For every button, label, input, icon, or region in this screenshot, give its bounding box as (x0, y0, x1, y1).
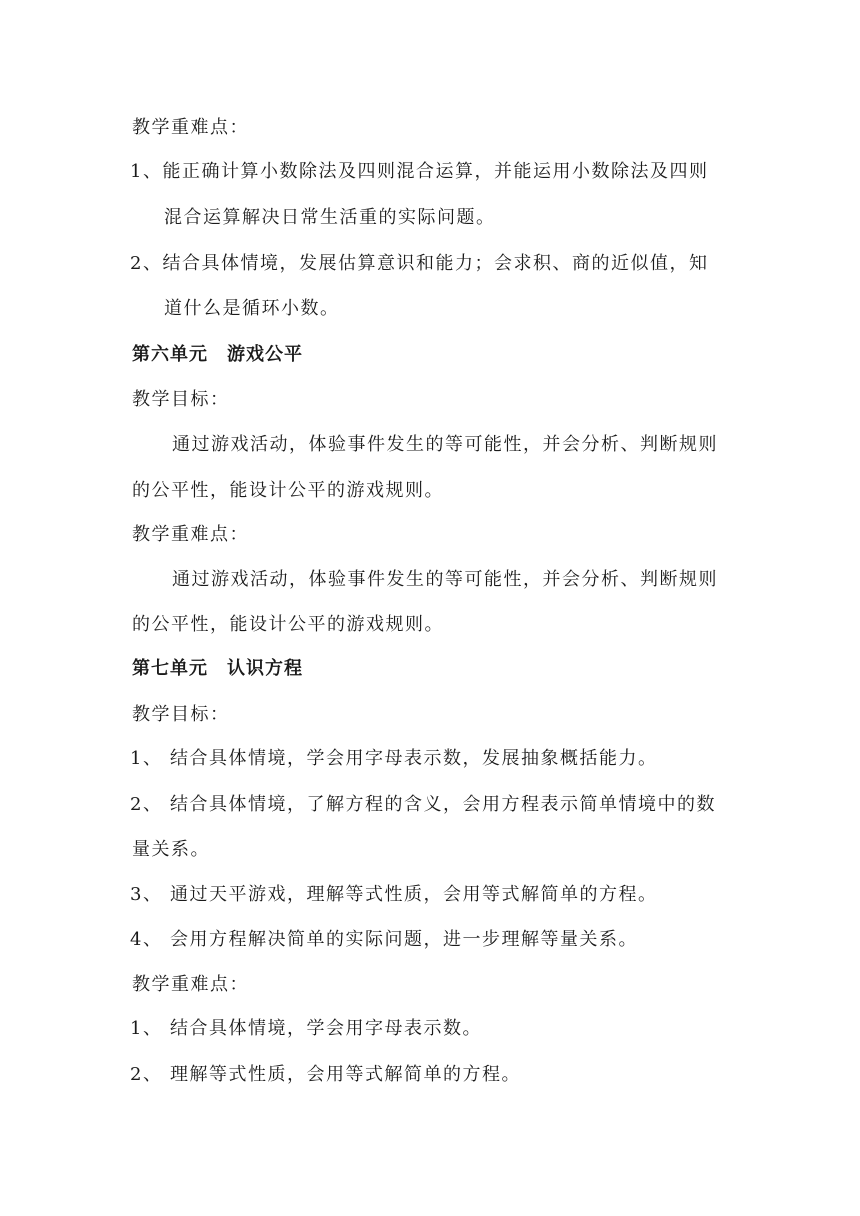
unit6-heading: 第六单元 游戏公平 (132, 344, 303, 365)
unit7-goal-2-cont: 量关系。 (132, 839, 210, 860)
focus-item-1 (130, 159, 732, 185)
focus-item-2 (130, 251, 732, 277)
focus-item-1-cont: 混合运算解决日常生活重的实际问题。 (164, 207, 496, 228)
item-text: 结合具体情境，了解方程的含义，会用方程表示简单情境中的数 (170, 794, 716, 815)
unit6-goals-text-cont: 的公平性，能设计公平的游戏规则。 (132, 480, 444, 501)
item-text: 结合具体情境，学会用字母表示数，发展抽象概括能力。 (170, 748, 658, 769)
unit6-focus-text: 通过游戏活动，体验事件发生的等可能性，并会分析、判断规则 (172, 569, 718, 590)
item-number: 1、 (130, 748, 163, 769)
unit7-heading: 第七单元 认识方程 (132, 658, 303, 679)
unit7-goal-2 (130, 792, 732, 818)
item-text: 能正确计算小数除法及四则混合运算，并能运用小数除法及四则 (162, 161, 709, 182)
unit6-focus-label: 教学重难点： (132, 524, 249, 545)
item-number: 1、 (130, 1018, 163, 1039)
unit6-goals-label: 教学目标： (132, 389, 230, 410)
unit7-goal-1 (130, 746, 730, 772)
unit7-goal-3 (130, 882, 730, 908)
item-text: 结合具体情境，发展估算意识和能力；会求积、商的近似值，知 (162, 253, 709, 274)
unit7-goal-4 (130, 927, 730, 953)
focus-item-2-cont: 道什么是循环小数。 (164, 298, 340, 319)
item-number: 4、 (130, 929, 163, 950)
unit6-goals-text: 通过游戏活动，体验事件发生的等可能性，并会分析、判断规则 (172, 434, 718, 455)
item-number: 1、 (130, 161, 163, 182)
item-text: 结合具体情境，学会用字母表示数。 (170, 1018, 482, 1039)
item-number: 2、 (130, 253, 163, 274)
item-number: 2、 (130, 1064, 163, 1085)
unit7-focus-label: 教学重难点： (132, 974, 249, 995)
unit6-focus-text-cont: 的公平性，能设计公平的游戏规则。 (132, 614, 444, 635)
focus-label: 教学重难点： (132, 117, 249, 138)
unit7-goals-label: 教学目标： (132, 704, 230, 725)
unit7-focus-2 (130, 1062, 730, 1088)
item-text: 会用方程解决简单的实际问题，进一步理解等量关系。 (170, 929, 638, 950)
item-number: 3、 (130, 884, 163, 905)
item-text: 通过天平游戏，理解等式性质，会用等式解简单的方程。 (170, 884, 658, 905)
item-number: 2、 (130, 794, 163, 815)
item-text: 理解等式性质，会用等式解简单的方程。 (170, 1064, 521, 1085)
unit7-focus-1 (130, 1016, 730, 1042)
